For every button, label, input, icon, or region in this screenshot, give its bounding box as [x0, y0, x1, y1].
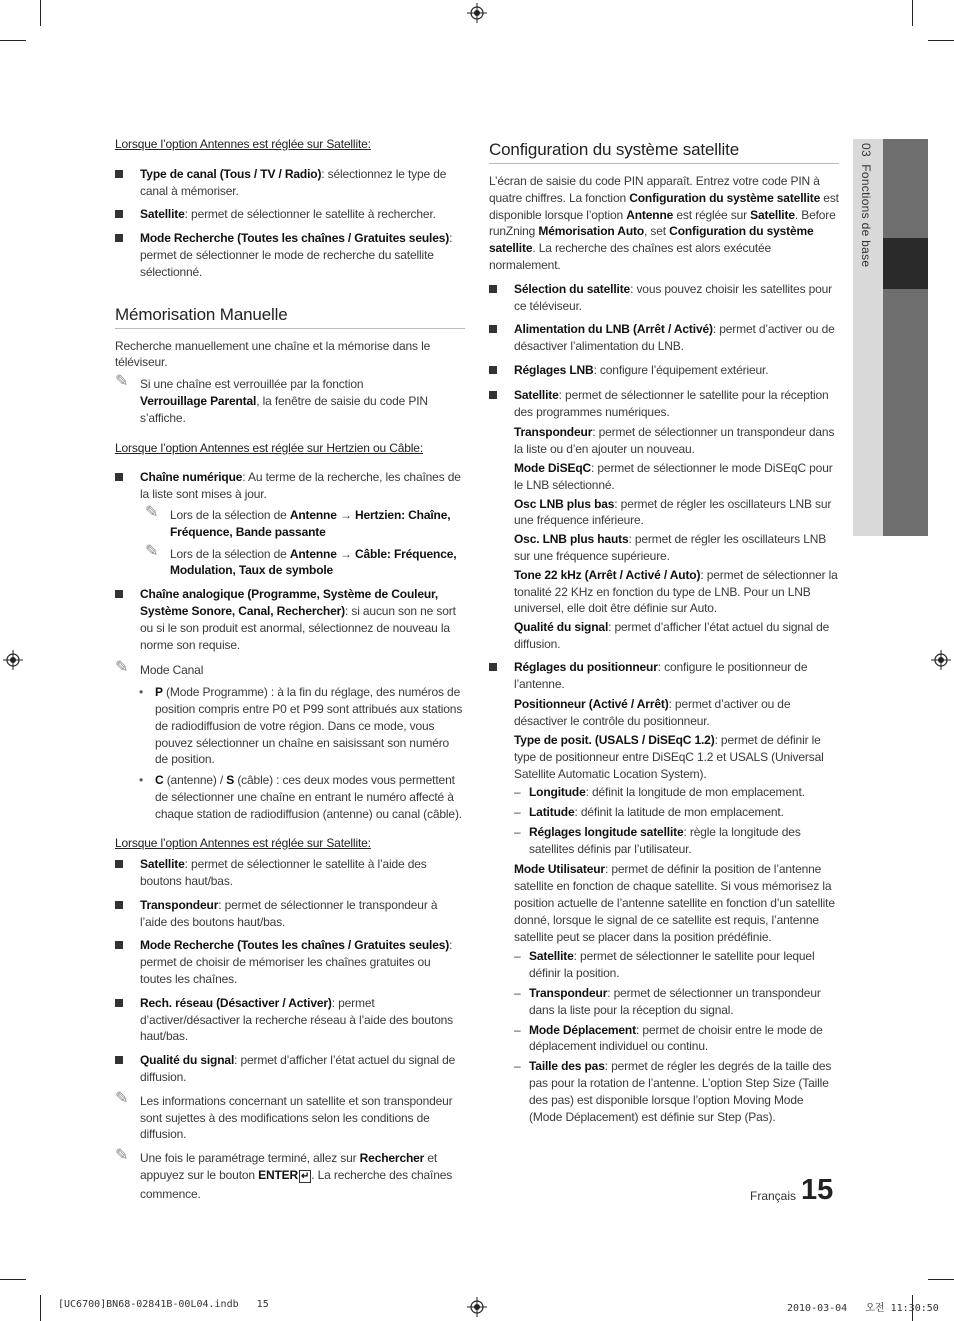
crop-mark — [0, 1279, 26, 1280]
enter-icon: ↵ — [301, 1171, 310, 1183]
dash-item: – Transpondeur: permet de sélectionner un transpondeur dans la liste pour la réception du signal. — [489, 985, 839, 1019]
list-item: Chaîne analogique (Programme, Système de Couleur, Système Sonore, Canal, Rechercher): si aucun son ne sort ou si le son produit est anormal, sélectionnez de nouveau la norme son requise. — [115, 586, 465, 653]
dash-item: – Longitude: définit la longitude de mon emplacement. — [489, 784, 839, 801]
list-item: Réglages du positionneur: configure le positionneur de l’antenne. — [489, 659, 839, 693]
bullet-item: • P (Mode Programme) : à la fin du réglage, des numéros de position compris entre P0 et P99 sont attribués aux stations de radiodiffusion de votre région. Dans ce mode, vous pouvez sélectionner un chaîne en saisissant son numéro de position. — [115, 684, 465, 768]
registration-mark-icon — [467, 1297, 487, 1317]
sub-item: Type de posit. (USALS / DiSEqC 1.2): permet de définir le type de positionneur entre DiSEqC 1.2 et USALS (Universal Satellite Automatic Location System). — [514, 732, 824, 781]
note: ✎ Si une chaîne est verrouillée par la fonction Verrouillage Parental, la fenêtre de saisie du code PIN s’affiche. — [115, 373, 428, 425]
side-tab-band — [883, 139, 928, 536]
sub-item: Positionneur (Activé / Arrêt): permet d’activer ou de désactiver le contrôle du positionneur. — [514, 697, 791, 729]
note: ✎ Une fois le paramétrage terminé, allez sur Rechercher et appuyez sur le bouton ENTER ↵ . La recherche des chaînes commence. — [115, 1147, 453, 1201]
dash-item: – Satellite: permet de sélectionner le satellite pour lequel définir la position. — [489, 948, 839, 982]
sub-item: Mode Utilisateur: permet de définir la position de l’antenne satellite en fonction de chaque satellite. Si vous mémorisez la position actuelle de l’antenne satellite en fonction d’un satellite donné, lorsque le signal de ce satellite est requis, l’antenne satellite peut se placer dans la position prédéfinie. — [514, 862, 835, 944]
registration-mark-icon — [3, 650, 23, 670]
sub-item: Qualité du signal: permet d’afficher l’état actuel du signal de diffusion. — [514, 620, 830, 651]
note: ✎ Mode Canal — [115, 659, 204, 678]
list-item: Qualité du signal: permet d’afficher l’état actuel du signal de diffusion. — [115, 1052, 465, 1086]
footer-language: Français — [750, 1189, 797, 1203]
dash-item: – Latitude: définit la latitude de mon emplacement. — [489, 804, 839, 821]
registration-mark-icon — [931, 650, 951, 670]
list-item: Satellite: permet de sélectionner le satellite à l’aide des boutons haut/bas. — [115, 856, 465, 890]
sub-item: Osc LNB plus bas: permet de régler les oscillateurs LNB sur une fréquence inférieure. — [514, 496, 832, 528]
section-header: Lorsque l’option Antennes est réglée sur Satellite: — [115, 835, 371, 850]
list-item: Satellite: permet de sélectionner le satellite pour la réception des programmes numériques. — [489, 387, 839, 421]
note: ✎ Lors de la sélection de Antenne → Câble: Fréquence, Modulation, Taux de symbole — [145, 542, 457, 578]
side-tab-label: 03 Fonctions de base — [859, 143, 873, 268]
section-header: Lorsque l’option Antennes est réglée sur Satellite: — [115, 137, 371, 151]
note: ✎ Lors de la sélection de Antenne → Hertzien: Chaîne, Fréquence, Bande passante — [145, 503, 451, 539]
crop-mark — [928, 40, 954, 41]
list-item: Réglages LNB: configure l’équipement extérieur. — [489, 362, 839, 379]
sub-item: Transpondeur: permet de sélectionner un transpondeur dans la liste ou d’en ajouter un nouveau. — [514, 425, 835, 457]
crop-mark — [40, 1295, 41, 1321]
pencil-note-icon: ✎ — [115, 659, 129, 677]
sub-item: Mode DiSEqC: permet de sélectionner le mode DiSEqC pour le LNB sélectionné. — [514, 460, 833, 492]
intro-text: Recherche manuellement une chaîne et la mémorise dans le téléviseur. — [115, 338, 431, 370]
list-item: Mode Recherche (Toutes les chaînes / Gratuites seules): permet de choisir de mémoriser les chaînes gratuites ou toutes les chaînes. — [115, 937, 465, 987]
pencil-note-icon: ✎ — [115, 1089, 129, 1107]
pencil-note-icon: ✎ — [115, 1147, 129, 1165]
left-column — [115, 136, 465, 1210]
right-column — [489, 136, 839, 1128]
sub-item: Osc. LNB plus hauts: permet de régler les oscillateurs LNB sur une fréquence supérieure. — [514, 532, 827, 563]
section-title: Configuration du système satellite — [489, 140, 839, 164]
page-number: 15 — [801, 1174, 834, 1206]
note: ✎ Les informations concernant un satellite et son transpondeur sont sujettes à des modifications selon les conditions de diffusion. — [115, 1089, 453, 1142]
bullet-item: • C (antenne) / S (câble) : ces deux modes vous permettent de sélectionner une chaîne en entrant le numéro affecté à chaque station de radiodiffusion (antenne) ou canal (câble). — [115, 772, 465, 822]
sub-item: Tone 22 kHz (Arrêt / Activé / Auto): permet de sélectionner la tonalité 22 KHz en fonction du type de LNB. Pour un LNB universel, elle doit être définie sur Auto. — [514, 567, 838, 616]
pencil-note-icon: ✎ — [145, 503, 159, 521]
pencil-note-icon: ✎ — [115, 373, 129, 391]
crop-mark — [928, 1279, 954, 1280]
registration-mark-icon — [467, 3, 487, 23]
dash-item: – Mode Déplacement: permet de choisir entre le mode de déplacement individuel ou continu. — [489, 1022, 839, 1056]
pencil-note-icon: ✎ — [145, 542, 159, 560]
list-item: Mode Recherche (Toutes les chaînes / Gratuites seules): permet de sélectionner le mode de recherche du satellite sélectionné. — [115, 230, 465, 280]
section-title: Mémorisation Manuelle — [115, 305, 465, 329]
list-item: Alimentation du LNB (Arrêt / Activé): permet d’activer ou de désactiver l’alimentation du LNB. — [489, 321, 839, 355]
list-item: Type de canal (Tous / TV / Radio): sélectionnez le type de canal à mémoriser. — [115, 166, 465, 200]
list-item: Satellite: permet de sélectionner le satellite à rechercher. — [115, 206, 465, 223]
list-item: Sélection du satellite: vous pouvez choisir les satellites pour ce téléviseur. — [489, 281, 839, 315]
crop-mark — [40, 0, 41, 26]
print-date-info: 2010-03-04 오전 11:30:50 — [787, 1303, 939, 1314]
crop-mark — [912, 0, 913, 26]
list-item: Rech. réseau (Désactiver / Activer): permet d’activer/désactiver la recherche réseau à l’aide des boutons haut/bas. — [115, 995, 465, 1045]
print-file-info: [UC6700]BN68-02841B-00L04.indb 15 — [58, 1299, 269, 1310]
list-item: Transpondeur: permet de sélectionner le transpondeur à l’aide des boutons haut/bas. — [115, 897, 465, 931]
dash-item: – Taille des pas: permet de régler les degrés de la taille des pas pour la rotation de l’antenne. L’option Step Size (Taille des pas) est disponible lorsque l’option Moving Mode (Mode Déplacement) est définie sur Step (Pas). — [489, 1058, 839, 1125]
section-header: Lorsque l’option Antennes est réglée sur Hertzien ou Câble: — [115, 440, 424, 455]
crop-mark — [0, 40, 26, 41]
intro-text: L’écran de saisie du code PIN apparaît. Entrez votre code PIN à quatre chiffres. La fonction Configuration du système satellite est disponible lorsque l’option Antenne est réglée sur Satellite. Before runZning Mémorisation Auto, set Configuration du système satellite. La recherche des chaînes est alors exécutée normalement. — [489, 174, 839, 272]
list-item: Chaîne numérique: Au terme de la recherche, les chaînes de la liste sont mises à jour. — [115, 469, 465, 503]
dash-item: – Réglages longitude satellite: règle la longitude des satellites définis par l’utilisateur. — [489, 824, 839, 858]
side-tab-marker — [883, 238, 928, 289]
